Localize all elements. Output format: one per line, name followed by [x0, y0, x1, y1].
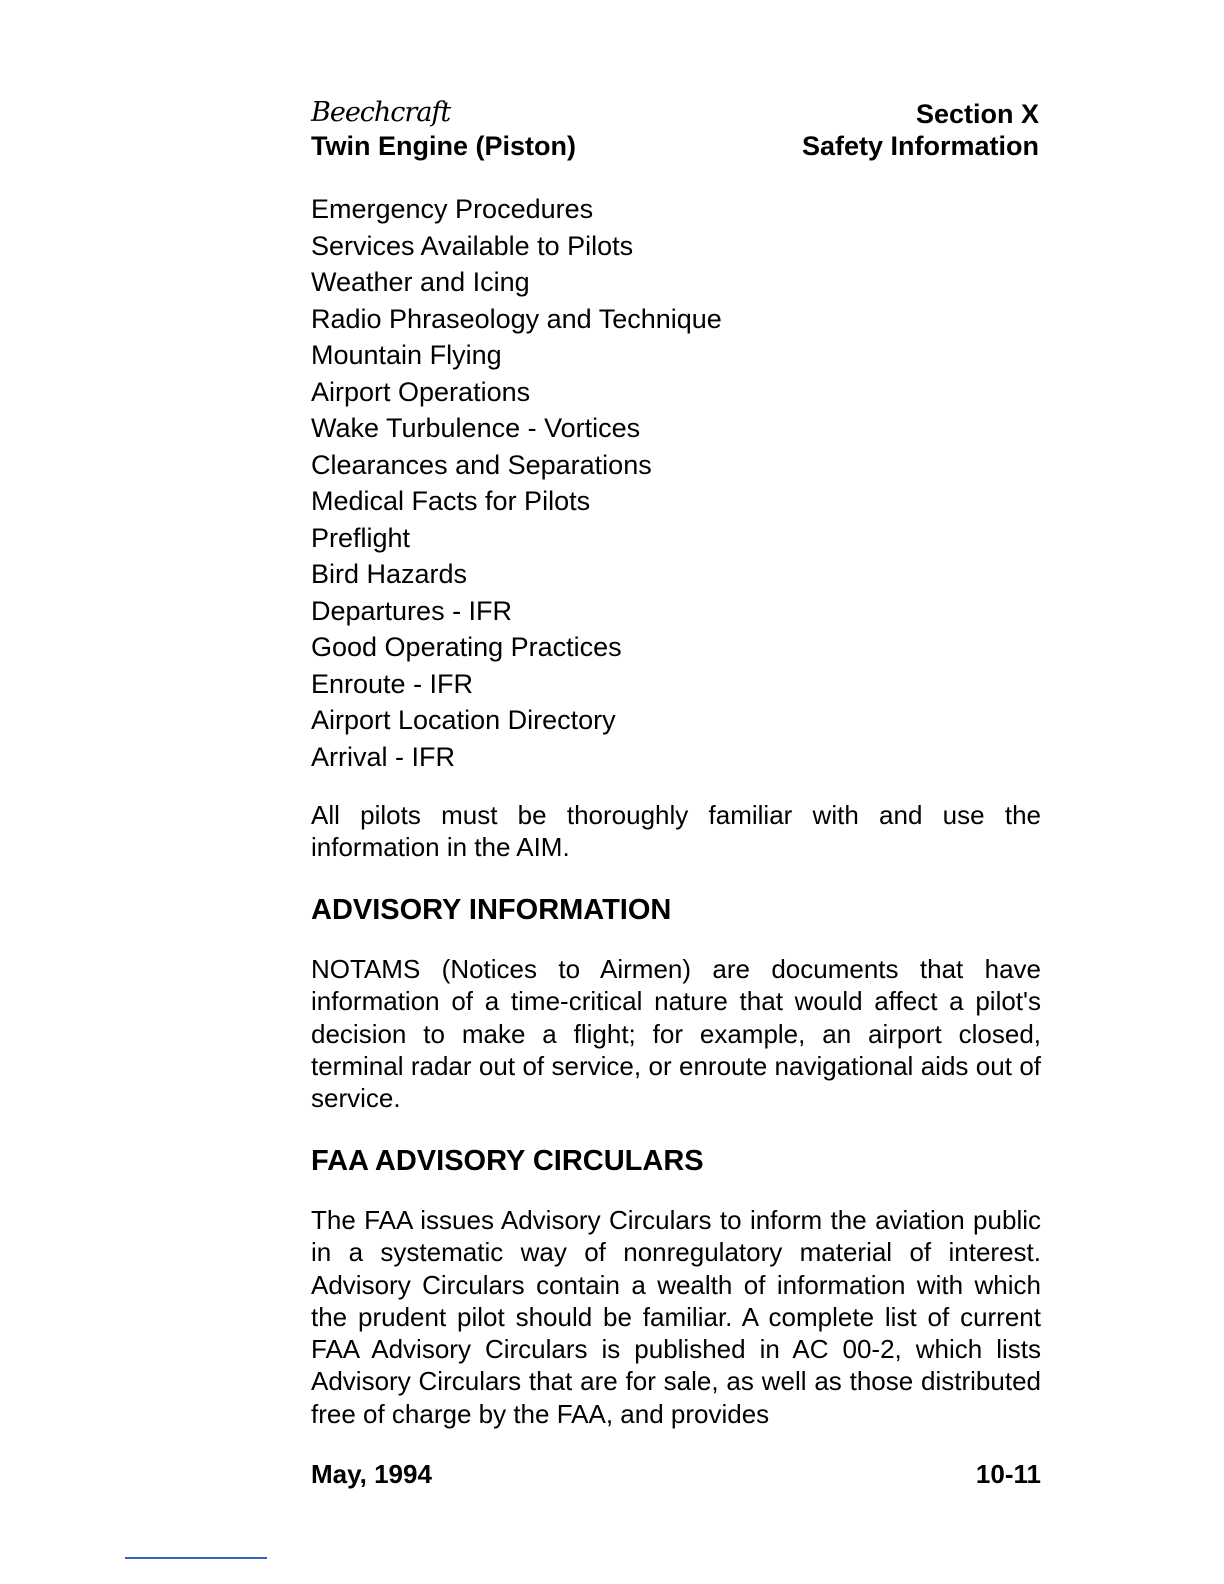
list-item: Weather and Icing	[311, 267, 530, 297]
list-item: Arrival - IFR	[311, 741, 455, 772]
aircraft-model: Twin Engine (Piston)	[311, 131, 576, 161]
list-item: Airport Location Directory	[311, 705, 616, 735]
list-item: Good Operating Practices	[311, 632, 622, 662]
list-item: Wake Turbulence - Vortices	[311, 413, 641, 443]
advisory-paragraph: NOTAMS (Notices to Airmen) are documents that have information of a time-critical nature that would affect a pilot's decision to make a flight; for example, an airport closed, terminal radar out of service, or enroute navigational aids out of service.	[311, 954, 1041, 1114]
list-item: Mountain Flying	[311, 340, 502, 370]
section-title: Safety Information	[801, 131, 1039, 161]
page-number: 10-11	[975, 1459, 1041, 1489]
section-number: Section X	[915, 99, 1039, 129]
list-item: Services Available to Pilots	[311, 230, 634, 261]
scan-artifact-line	[125, 1557, 267, 1559]
page-header	[311, 96, 1041, 168]
list-item: Radio Phraseology and Technique	[311, 303, 722, 334]
intro-paragraph: All pilots must be thoroughly familiar with and use the information in the AIM.	[311, 800, 1041, 863]
circulars-paragraph: The FAA issues Advisory Circulars to inform the aviation public in a systematic way of nonregulatory material of interest. Advisory Circulars contain a wealth of information with which the prudent pilot should be familiar. A complete list of current FAA Advisory Circulars is published in AC 00-2, which lists Advisory Circulars that are for sale, as well as those distributed free of charge by the FAA, and provides	[311, 1205, 1041, 1429]
brand-logo: Beechcraft	[311, 97, 451, 128]
circulars-heading: FAA ADVISORY CIRCULARS	[311, 1145, 704, 1177]
list-item: Clearances and Separations	[311, 449, 652, 480]
list-item: Departures - IFR	[311, 595, 513, 626]
list-item: Emergency Procedures	[311, 194, 594, 224]
footer-date: May, 1994	[311, 1459, 432, 1489]
header-left	[311, 96, 576, 162]
manual-page	[311, 96, 1041, 1496]
list-item: Bird Hazards	[311, 559, 468, 589]
topic-list	[311, 191, 722, 775]
list-item: Enroute - IFR	[311, 668, 474, 699]
list-item: Medical Facts for Pilots	[311, 486, 591, 516]
advisory-heading: ADVISORY INFORMATION	[311, 894, 672, 926]
header-right	[802, 98, 1039, 162]
list-item: Airport Operations	[311, 376, 531, 407]
list-item: Preflight	[311, 522, 411, 553]
